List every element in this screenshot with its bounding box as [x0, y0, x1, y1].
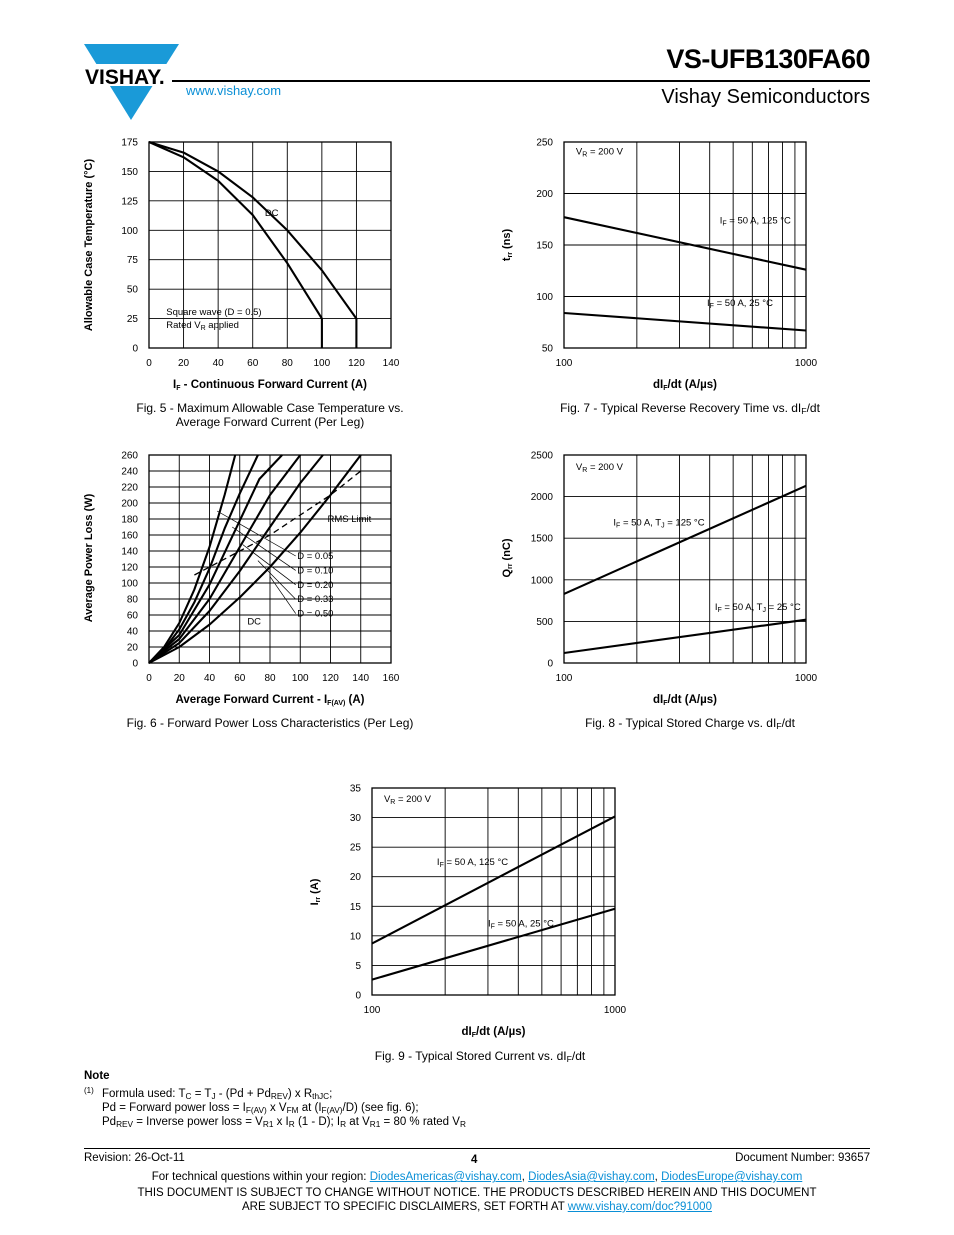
fig9-frame	[372, 788, 615, 995]
fig5-annotation: Rated $V_R$ applied	[166, 319, 239, 332]
fig6-annotation: D = 0.05	[297, 551, 334, 562]
fig5-ytick-label: 150	[121, 166, 138, 178]
fig5-ytick-label: 50	[126, 284, 138, 296]
fig7-annotation: $V_R = 200$ V	[575, 146, 623, 159]
fig7-ytick-label: 100	[536, 292, 553, 303]
fig9-xlabel: dIF/dt (A/µs)	[461, 1026, 526, 1039]
fig7-annotation: $I_F = 50$ A, 125 °C	[719, 215, 791, 228]
fig7-series-line	[564, 313, 806, 331]
fig5-ytick-label: 75	[126, 255, 138, 267]
fig5-xtick-label: 120	[348, 358, 365, 369]
fig6-annotation: D = 0.20	[297, 579, 334, 591]
fig6-ytick-label: 160	[121, 530, 138, 542]
fig6-caption: Fig. 6 - Forward Power Loss Characteristics (Per Leg)	[126, 716, 414, 730]
fig9-annotation: $V_R = 200$ V	[383, 794, 432, 807]
footer-disclaimer-2: ARE SUBJECT TO SPECIFIC DISCLAIMERS, SET FORTH AT www.vishay.com/doc?91000	[242, 1201, 712, 1213]
fig9-ytick-label: 35	[349, 783, 361, 795]
fig8-annotation: $I_F = 50$ A, $T_J = 25$ °C	[714, 601, 801, 614]
note-line-2: Pd = Forward power loss = $I_{F(AV)}$ x $V_{FM}$ at $(I_{F(AV)}/D)$ (see fig. 6);	[102, 1102, 419, 1116]
fig6-xtick-label: 140	[352, 673, 370, 684]
fig5-xtick-label: 60	[247, 358, 259, 369]
fig7-xlabel: dIF/dt (A/µs)	[653, 379, 717, 392]
logo-wordmark: VISHAY.	[85, 66, 165, 89]
email-europe-link[interactable]: DiodesEurope@vishay.com	[661, 1171, 803, 1183]
fig5-annotation: Square wave (D = 0.5)	[166, 307, 262, 319]
fig8-annotation: $I_F = 50$ A, $T_J = 125$ °C	[613, 517, 705, 530]
fig9-ytick-label: 15	[349, 901, 361, 913]
fig5-ytick-label: 0	[132, 343, 138, 355]
part-number: VS-UFB130FA60	[666, 44, 870, 74]
fig5-xlabel: IF - Continuous Forward Current (A)	[172, 379, 368, 392]
fig6-ytick-label: 200	[121, 498, 138, 510]
company-name: Vishay Semiconductors	[661, 86, 870, 108]
fig5-ytick-label: 100	[121, 225, 138, 237]
fig9-xtick-label: 1000	[603, 1005, 627, 1016]
fig6-ytick-label: 140	[121, 546, 138, 558]
fig6-xtick-label: 160	[382, 673, 400, 684]
fig6-xtick-label: 0	[146, 673, 152, 684]
fig9-ytick-label: 20	[349, 872, 361, 884]
disclaimer-link[interactable]: www.vishay.com/doc?91000	[567, 1201, 712, 1213]
note-marker: (1)	[84, 1086, 94, 1095]
fig8-xtick-label: 100	[555, 673, 573, 684]
fig6-ytick-label: 260	[121, 450, 138, 462]
fig8-ylabel: Qrr (nC)	[501, 538, 514, 578]
fig6-ytick-label: 80	[126, 594, 138, 606]
fig7-caption: Fig. 7 - Typical Reverse Recovery Time vs. $dI_F/dt$	[560, 401, 820, 417]
fig7-ytick-label: 150	[536, 240, 553, 252]
fig6-ytick-label: 0	[132, 658, 138, 670]
fig7-xtick-label: 100	[555, 358, 573, 369]
fig6-ytick-label: 180	[121, 514, 138, 526]
fig9-caption: Fig. 9 - Typical Stored Current vs. $dI_F/dt$	[374, 1049, 586, 1065]
fig8-xlabel: dIF/dt (A/µs)	[653, 694, 717, 707]
fig9-xtick-label: 100	[363, 1005, 381, 1016]
fig6-series-line	[149, 455, 258, 663]
fig8-ytick-label: 1000	[530, 575, 553, 587]
fig6-ytick-label: 20	[126, 642, 138, 654]
fig8-ytick-label: 500	[536, 616, 553, 628]
footer-disclaimer-1: THIS DOCUMENT IS SUBJECT TO CHANGE WITHOUT NOTICE. THE PRODUCTS DESCRIBED HEREIN AND THIS DOCUMENT	[137, 1187, 817, 1199]
fig5-ytick-label: 175	[121, 137, 138, 149]
fig6-xtick-label: 120	[322, 673, 339, 684]
fig5-xtick-label: 100	[313, 358, 331, 369]
fig8-ytick-label: 2500	[530, 450, 553, 462]
fig8-ytick-label: 1500	[530, 533, 553, 545]
fig6-ytick-label: 100	[121, 578, 138, 590]
fig5-xtick-label: 20	[178, 358, 190, 369]
fig5-annotation: DC	[264, 208, 279, 220]
fig6-xtick-label: 80	[264, 673, 276, 684]
fig5-ylabel: Allowable Case Temperature (°C)	[83, 158, 95, 332]
fig8-annotation: $V_R = 200$ V	[575, 461, 623, 474]
fig6-annotation: D = 0.33	[297, 594, 334, 606]
fig9-ytick-label: 0	[355, 990, 361, 1002]
fig8-ytick-label: 0	[547, 658, 553, 670]
note-line-1: Formula used: $T_C = T_J - (Pd + Pd_{REV})$ x $R_{thJC}$;	[102, 1088, 333, 1102]
fig8-ytick-label: 2000	[530, 492, 553, 504]
email-asia-link[interactable]: DiodesAsia@vishay.com	[528, 1171, 655, 1183]
fig5-xtick-label: 80	[281, 358, 293, 369]
fig9-ylabel: Irr (A)	[309, 878, 322, 906]
fig7-ytick-label: 250	[536, 137, 553, 149]
fig5-ytick-label: 125	[121, 196, 138, 208]
fig6-ytick-label: 120	[121, 562, 138, 574]
footer-questions: For technical questions within your region: DiodesAmericas@vishay.com, DiodesAsia@vishay.com, DiodesEurope@vishay.com	[151, 1171, 803, 1183]
fig7-annotation: $I_F = 50$ A, 25 °C	[707, 297, 773, 310]
fig8-xtick-label: 1000	[794, 673, 818, 684]
fig8-series-line	[564, 620, 806, 653]
fig6-ytick-label: 240	[121, 466, 138, 478]
fig9-annotation: $I_F = 50$ A, 125 °C	[436, 856, 509, 869]
fig9-ytick-label: 30	[349, 813, 361, 825]
fig9-ytick-label: 5	[355, 960, 361, 972]
note-title: Note	[84, 1070, 110, 1082]
fig9-series-line	[372, 909, 615, 980]
website-link[interactable]: www.vishay.com	[186, 83, 282, 98]
fig6-xtick-label: 20	[173, 673, 185, 684]
fig9-annotation: $I_F = 50$ A, 25 °C	[487, 918, 554, 931]
fig8-caption: Fig. 8 - Typical Stored Charge vs. $dI_F/dt$	[585, 716, 795, 732]
fig8-frame	[564, 455, 806, 663]
fig5-ytick-label: 25	[126, 314, 138, 326]
footer-rule	[84, 1148, 870, 1149]
email-americas-link[interactable]: DiodesAmericas@vishay.com	[369, 1171, 522, 1183]
fig6-ytick-label: 40	[126, 626, 138, 638]
fig7-xtick-label: 1000	[794, 358, 818, 369]
footer-page-number: 4	[471, 1154, 478, 1166]
footer-revision: Revision: 26-Oct-11	[84, 1152, 185, 1164]
fig6-xtick-label: 60	[234, 673, 246, 684]
fig6-annotation: D = 0.50	[297, 608, 334, 620]
fig7-ylabel: trr (ns)	[501, 228, 514, 262]
fig5-xtick-label: 140	[382, 358, 400, 369]
fig5-caption: Fig. 5 - Maximum Allowable Case Temperature vs. Average Forward Current (Per Leg)	[136, 401, 404, 429]
fig6-xlabel: Average Forward Current - IF(AV) (A)	[175, 694, 365, 707]
fig5-xtick-label: 0	[146, 358, 152, 369]
note-line-3: $Pd_{REV}$ = Inverse power loss = $V_{R1}$ x $I_R$ (1 - D); $I_R$ at $V_{R1} = 80$ % rated $V_R$	[102, 1116, 466, 1130]
fig7-ytick-label: 50	[541, 343, 553, 355]
fig9-ytick-label: 10	[349, 931, 361, 943]
fig6-annotation: RMS Limit	[327, 514, 372, 526]
fig6-annotation: DC	[247, 616, 262, 628]
fig6-ylabel: Average Power Loss (W)	[83, 493, 95, 623]
fig7-ytick-label: 200	[536, 189, 553, 200]
fig6-annotation: D = 0.10	[297, 565, 334, 577]
fig6-xtick-label: 40	[203, 673, 216, 684]
footer-document-number: Document Number: 93657	[735, 1152, 870, 1164]
fig6-ytick-label: 60	[126, 610, 138, 622]
fig6-xtick-label: 100	[291, 673, 309, 684]
fig8-series-line	[564, 486, 806, 594]
fig5-xtick-label: 40	[212, 358, 224, 369]
fig9-ytick-label: 25	[349, 842, 361, 854]
fig6-ytick-label: 220	[121, 482, 138, 494]
